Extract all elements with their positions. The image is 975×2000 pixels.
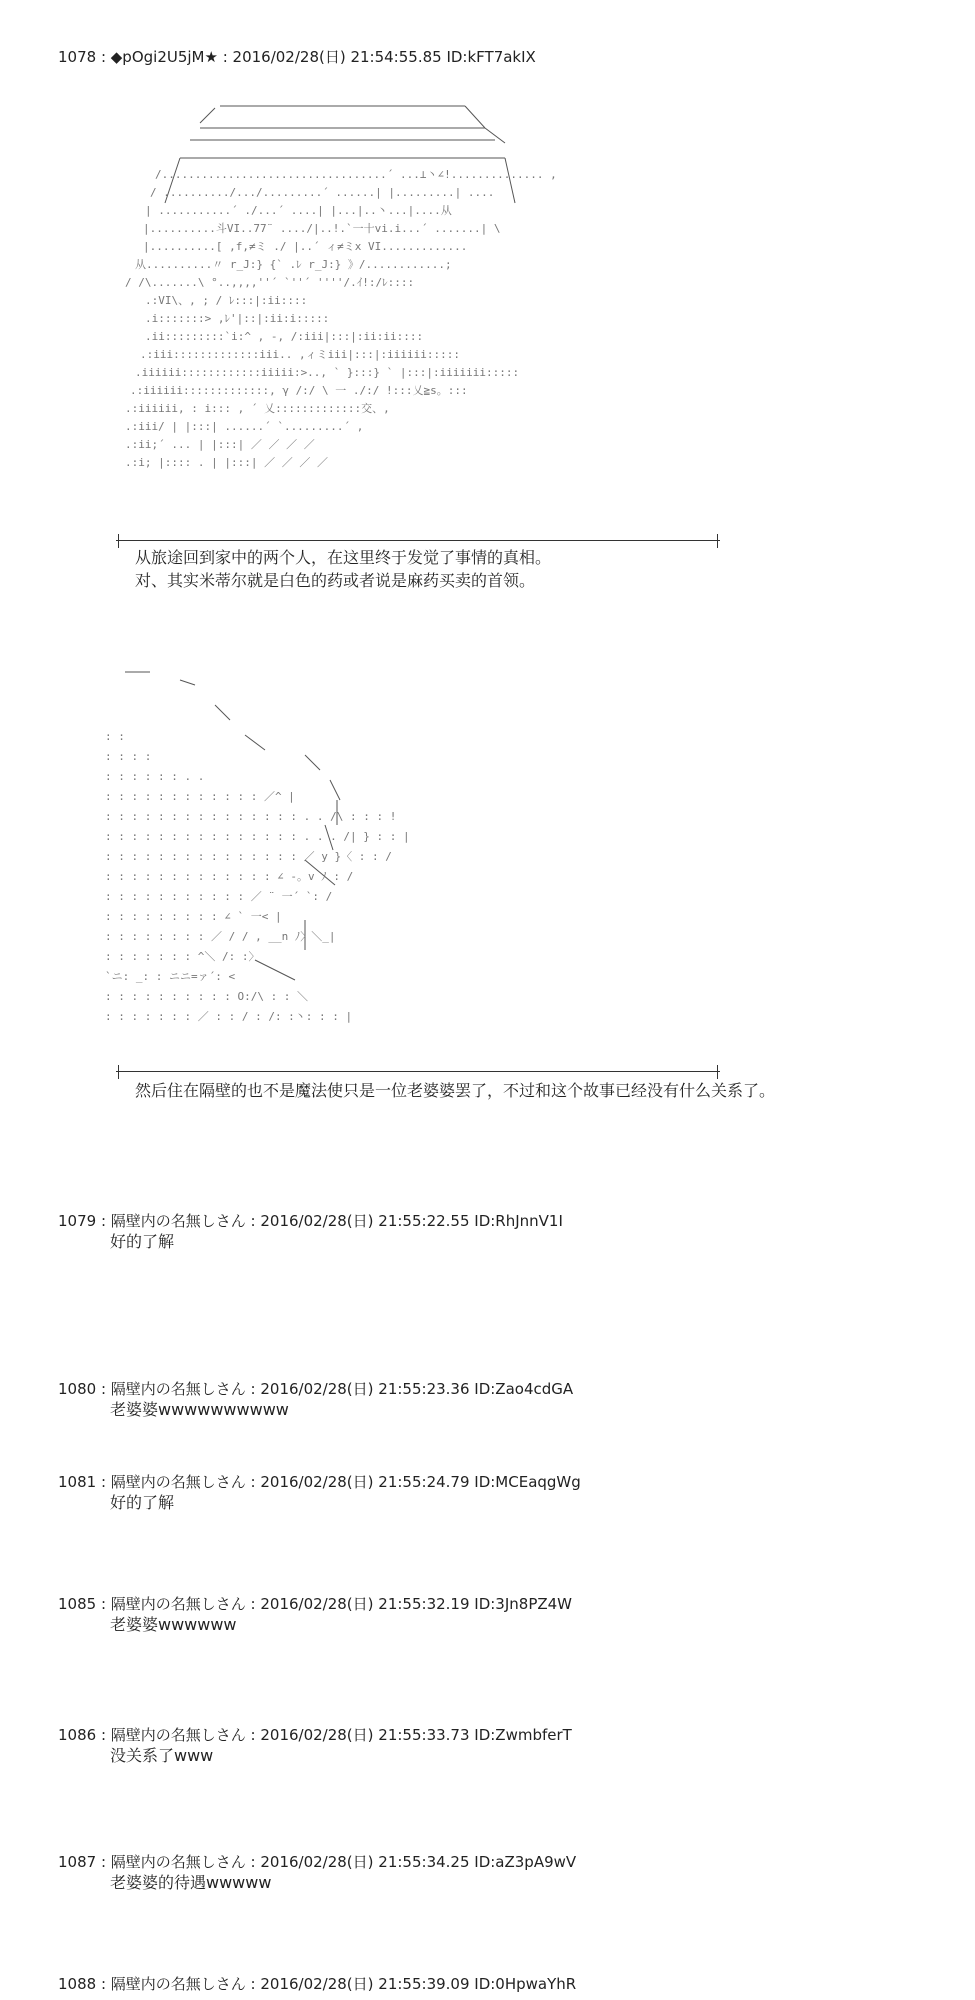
post-header-1085: 1085 : 隔壁内の名無しさん : 2016/02/28(日) 21:55:32.19 ID:3Jn8PZ4W <box>58 1595 573 1613</box>
svg-text:.:iii/ | |:::|: .:iii/ | |:::| ......´ `.........´ , <box>125 420 364 433</box>
divider-line <box>112 1065 724 1079</box>
ascii-art-figures-drawing <box>105 88 565 528</box>
svg-text:.:i; |:::: . | |:::|: .:i; |:::: . | |:::| ／ ／ ／ ／ <box>125 456 328 469</box>
svg-text:|..........斗VI..77¨ ..../|..!.: |..........斗VI..77¨ ..../|..!.`一十vi.i...´ .......| \ <box>143 222 501 235</box>
ascii-art-profile-drawing <box>105 660 410 1060</box>
svg-text:`ニ: _: : ニニ=ァ´: <: `ニ: _: : ニニ=ァ´: < <box>105 970 236 983</box>
svg-text:从..........〃 r_J:} {` .ﾚ: 从..........〃 r_J:} {` .ﾚ r_J:} 》/............; <box>135 258 452 271</box>
divider-cap-right <box>717 534 718 548</box>
svg-text:: : : : : : : : : : : :: : : : : : : : : : : : : ／^ | <box>105 790 295 803</box>
svg-text:: : : : : : : : : : O:/\ : :: : : : : : : : : : : O:/\ : : ＼ <box>105 990 309 1003</box>
svg-text:.:iiiiii:::::::::::::, γ /:/ \: .:iiiiii:::::::::::::, γ /:/ \ 一 ./:/ !:::乂≧s。::: <box>130 384 468 397</box>
divider-cap-right <box>717 1065 718 1079</box>
svg-text:.:iii:::::::::::::iii..: .:iii:::::::::::::iii.. ,ィミiii|:::|:iiiiii::::: <box>140 348 461 361</box>
post-body-1086: 没关系了www <box>110 1746 214 1765</box>
ascii-art-figures <box>105 88 565 528</box>
narration-line: 从旅途回到家中的两个人，在这里终于发觉了事情的真相。 <box>135 548 552 567</box>
ascii-art-profile <box>105 660 410 1060</box>
post-header-1087: 1087 : 隔壁内の名無しさん : 2016/02/28(日) 21:55:34.25 ID:aZ3pA9wV <box>58 1853 577 1871</box>
svg-text:|..........[ ,f,≠ミ ./ |..´: |..........[ ,f,≠ミ ./ |..´ ィ≠ミx VI............. <box>143 240 468 253</box>
divider-rule <box>116 540 720 541</box>
post-header-1079: 1079 : 隔壁内の名無しさん : 2016/02/28(日) 21:55:22.55 ID:RhJnnV1I <box>58 1212 563 1230</box>
svg-text:/ /\.......\ °..,,,,''´ `': / /\.......\ °..,,,,''´ `''´ ''''/.ｲ!:/ﾚ:::: <box>125 276 415 289</box>
svg-text:: : : : : : : ^＼ /: :〉: : : : : : : : ^＼ /: :〉 <box>105 950 260 963</box>
svg-text:: : : : : : : ／ : : / : /: :丶:: : : : : : : : ／ : : / : /: :丶: : : | <box>105 1010 353 1023</box>
narration-line: 然后住在隔壁的也不是魔法使只是一位老婆婆罢了，不过和这个故事已经没有什么关系了。 <box>135 1081 776 1100</box>
svg-text:.:VI\、, ; / ﾚ: .:VI\、, ; / ﾚ:::|:ii:::: <box>145 294 308 307</box>
svg-text:: : : : : : : : : ∠ ` 一<: : : : : : : : : : ∠ ` 一< | <box>105 910 282 923</box>
divider-cap-left <box>118 1065 119 1079</box>
svg-text:: : : : : : : : : : : : : : :: : : : : : : : : : : : : : : : . . . /| } : : | <box>105 830 410 843</box>
svg-text:.ii:::::::::`i:^ , -,: .ii:::::::::`i:^ , -, /:iii|:::|:ii:ii:::: <box>145 330 424 343</box>
divider-rule <box>116 1071 720 1072</box>
svg-text:.:iiiiii, : i::: ,: .:iiiiii, : i::: , ´ 乂:::::::::::::交、, <box>125 402 390 415</box>
svg-text:: : : : : : : : : : : : : ∠ -。: : : : : : : : : : : : : : ∠ -。v ﾉ : / <box>105 870 354 883</box>
post-header-1081: 1081 : 隔壁内の名無しさん : 2016/02/28(日) 21:55:24.79 ID:MCEaqgWg <box>58 1473 581 1491</box>
post-header-1086: 1086 : 隔壁内の名無しさん : 2016/02/28(日) 21:55:33.73 ID:ZwmbferT <box>58 1726 572 1744</box>
post-header-1080: 1080 : 隔壁内の名無しさん : 2016/02/28(日) 21:55:23.36 ID:Zao4cdGA <box>58 1380 574 1398</box>
divider-line <box>112 534 724 548</box>
svg-text:: : : : : : : : : : : : : : :: : : : : : : : : : : : : : : : ／ y }〈 : : / <box>105 850 392 863</box>
post-body-1080: 老婆婆wwwwwwwwww <box>110 1400 289 1419</box>
svg-text:/.............................: /..................................´ ...⊥丶∠!.............. , <box>155 168 557 181</box>
svg-text:: : : : : : : : ／ / / , __n ﾉ〉: : : : : : : : : ／ / / , __n ﾉ〉＼_| <box>105 930 336 943</box>
svg-text:: : : : : : . .: : : : : : : . . <box>105 770 205 783</box>
svg-text:.i:::::::> ,ﾚ: .i:::::::> ,ﾚ'|::|:ii:i::::: <box>145 312 330 325</box>
svg-text:| ...........´ ./...´ ....|: | ...........´ ./...´ ....| |...|..丶...|....从 <box>145 204 452 217</box>
svg-text:: : : :: : : : : <box>105 750 152 763</box>
svg-text:: :: : : <box>105 730 125 743</box>
post-header-1088: 1088 : 隔壁内の名無しさん : 2016/02/28(日) 21:55:39.09 ID:0HpwaYhR <box>58 1975 577 1993</box>
post-body-1079: 好的了解 <box>110 1232 175 1251</box>
svg-text:: : : : : : : : : : : ／ ¨ 一´: : : : : : : : : : : : ／ ¨ 一´ `: / <box>105 890 333 903</box>
svg-text:.iiiiii::::::::::::iiiii:>..,: .iiiiii::::::::::::iiiii:>.., ` }:::} ` |:::|:iiiiiii::::: <box>135 366 520 379</box>
post-header-1078: 1078 : ◆pOgi2U5jM★ : 2016/02/28(日) 21:54:55.85 ID:kFT7akIX <box>58 48 536 66</box>
post-body-1085: 老婆婆wwwwww <box>110 1615 237 1634</box>
divider-cap-left <box>118 534 119 548</box>
post-body-1087: 老婆婆的待遇wwwww <box>110 1873 272 1892</box>
svg-text:/ ........../.../.........´ .: / ........../.../.........´ ......| |.........| .... <box>150 186 495 199</box>
svg-text:.:ii;´ ... | |:::| ／: .:ii;´ ... | |:::| ／ ／ ／ ／ <box>125 438 315 451</box>
narration-line: 对、其实米蒂尔就是白色的药或者说是麻药买卖的首领。 <box>135 571 536 590</box>
svg-text:: : : : : : : : : : : : : : :: : : : : : : : : : : : : : : : . . /\ : : : ! <box>105 810 397 823</box>
post-body-1081: 好的了解 <box>110 1493 175 1512</box>
